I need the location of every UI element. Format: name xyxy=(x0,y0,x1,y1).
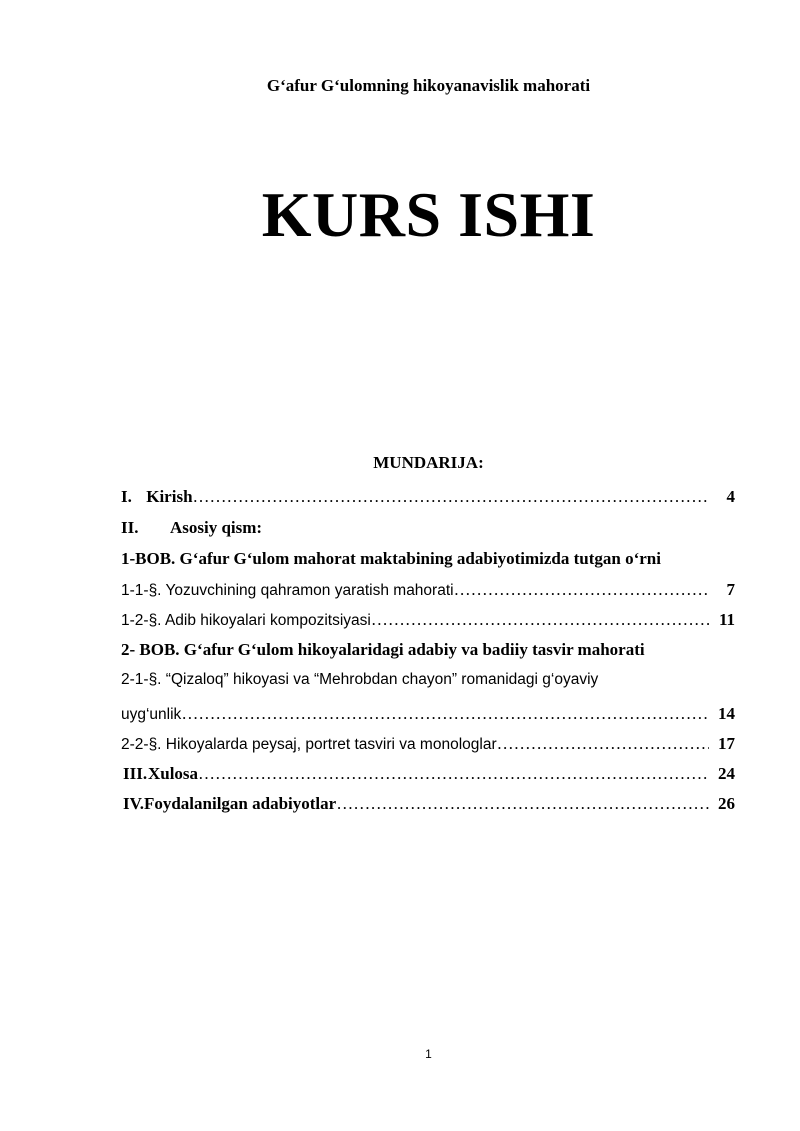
toc-entry-label: uyg‘unlik xyxy=(121,706,182,723)
toc-chapter-1 xyxy=(121,549,741,569)
toc-entry-page: 7 xyxy=(726,580,735,599)
toc-entry-label: Kirish xyxy=(146,487,193,506)
toc-entry-numeral: IV. xyxy=(123,794,144,813)
toc-leader-dots xyxy=(181,704,709,724)
toc-chapter-2 xyxy=(121,640,741,660)
toc-leader-dots xyxy=(454,580,709,600)
toc-entry-numeral: I. xyxy=(121,487,132,506)
toc-entry-conclusion xyxy=(121,764,735,784)
toc-entry-numeral: II. xyxy=(121,518,139,537)
toc-leader-dots xyxy=(193,487,709,507)
toc-entry-introduction xyxy=(121,487,735,507)
toc-leader-dots xyxy=(336,794,709,814)
toc-leader-dots xyxy=(198,764,709,784)
toc-leader-dots xyxy=(497,734,709,754)
toc-entry-label: 2- BOB. G‘afur G‘ulom hikoyalaridagi adabiy va badiiy tasvir mahorati xyxy=(121,640,645,659)
toc-entry-page: 14 xyxy=(718,704,735,723)
toc-entry-references xyxy=(121,794,735,814)
toc-entry-label: 2-1-§. “Qizaloq” hikoyasi va “Mehrobdan chayon” romanidagi g‘oyaviy xyxy=(121,671,599,688)
page-number: 1 xyxy=(425,1047,432,1061)
toc-entry-label: 1-2-§. Adib hikoyalari kompozitsiyasi xyxy=(121,612,371,629)
toc-entry-label: 1-1-§. Yozuvchining qahramon yaratish mahorati xyxy=(121,582,454,599)
toc-section-1-1 xyxy=(121,580,735,600)
toc-section-1-2 xyxy=(121,610,735,630)
toc-entry-label: 2-2-§. Hikoyalarda peysaj, portret tasviri va monologlar xyxy=(121,736,497,753)
toc-entry-page: 4 xyxy=(726,487,735,506)
toc-leader-dots xyxy=(371,610,709,630)
toc-section-2-1-continued xyxy=(121,704,735,724)
document-title: KURS ISHI xyxy=(261,179,596,250)
toc-entry-page: 17 xyxy=(718,734,735,753)
toc-section-2-1 xyxy=(121,671,735,689)
toc-entry-page: 24 xyxy=(718,764,735,783)
document-topic: G‘afur G‘ulomning hikoyanavislik mahorati xyxy=(266,76,591,95)
toc-entry-label: Foydalanilgan adabiyotlar xyxy=(143,794,337,813)
toc-entry-main-part xyxy=(121,518,735,538)
toc-entry-label: 1-BOB. G‘afur G‘ulom mahorat maktabining adabiyotimizda tutgan o‘rni xyxy=(121,549,661,568)
toc-entry-page: 26 xyxy=(718,794,735,813)
toc-entry-label: Asosiy qism: xyxy=(170,518,263,537)
toc-entry-page: 11 xyxy=(718,610,735,629)
toc-entry-numeral: III. xyxy=(123,764,148,783)
toc-section-2-2 xyxy=(121,734,735,754)
toc-heading: MUNDARIJA: xyxy=(373,453,484,472)
toc-entry-label: Xulosa xyxy=(147,764,199,783)
